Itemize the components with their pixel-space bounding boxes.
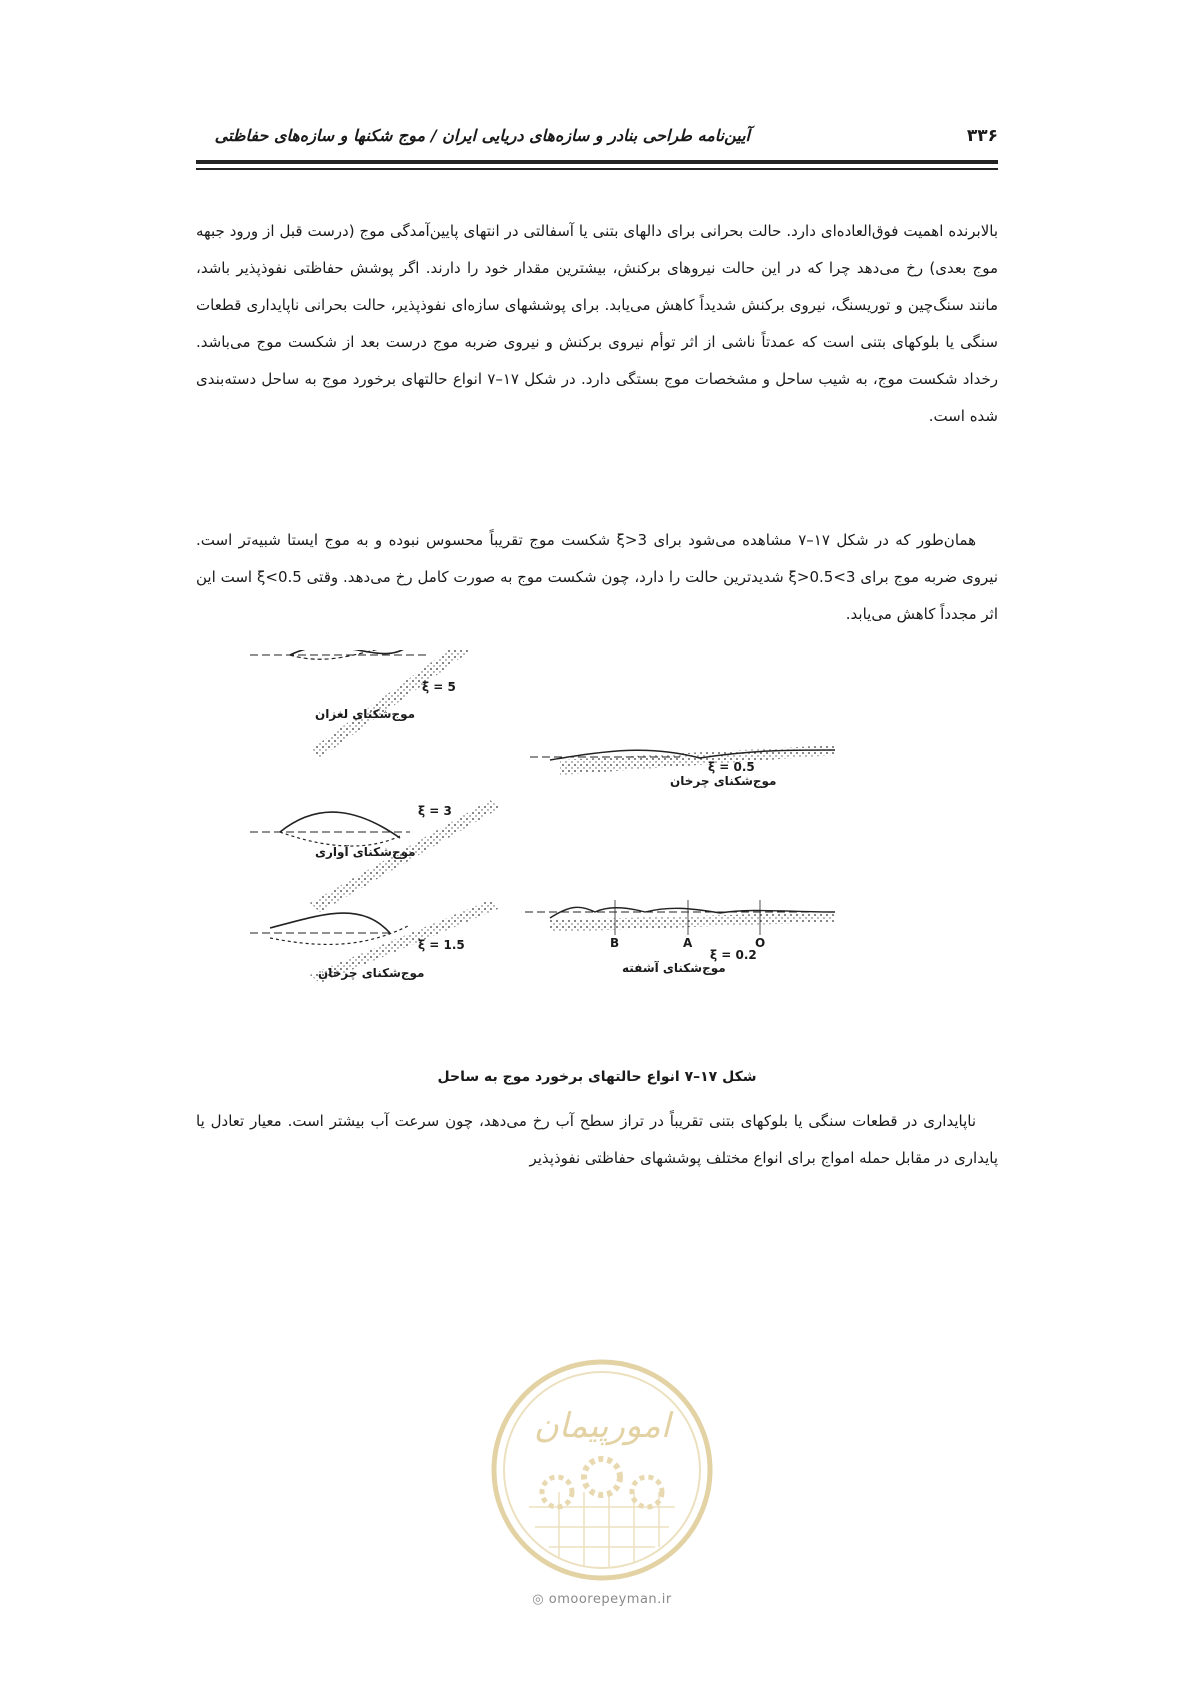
panel-label-turbulent: موج‌شکنای آشفته — [622, 961, 726, 975]
marker-b: B — [610, 936, 620, 950]
paragraph-text: بالابرنده اهمیت فوق‌العاده‌ای دارد. حالت بحرانی برای دالهای بتنی یا آسفالتی در انتهای پایین‌آمدگی موج (درست قبل از ورود جبهه موج بعدی) رخ می‌دهد چرا که در این حالت نیروهای برکنش، بیشترین مقدار خود را دارند. اگر پوشش حفاظتی نفوذپذیر باشد، مانند سنگ‌چین و توریسنگ، نیروی برکنش شدیداً کاهش می‌یابد. برای پوششهای سازه‌ای نفوذپذیر، حالت بحرانی ناپایداری قطعات سنگی یا بلوکهای بتنی است که عمدتاً ناشی از اثر توأم نیروی برکنش و نیروی ضربه موج درست بعد از شکست موج می‌باشد. رخداد شکست موج، به شیب ساحل و مشخصات موج بستگی دارد. در شکل ۱۷–۷ انواع حالتهای برخورد موج به ساحل دسته‌بندی شده است. — [196, 222, 998, 425]
wave-3b — [270, 925, 410, 944]
watermark-logo-text: امورپیمان — [533, 1406, 671, 1446]
paragraph-text: ناپایداری در قطعات سنگی یا بلوکهای بتنی تقریباً در تراز سطح آب رخ می‌دهد، چون سرعت آب بیشتر است. معیار تعادل یا پایداری در مقابل حمله امواج برای انواع مختلف پوششهای حفاظتی نفوذپذیر — [196, 1112, 998, 1167]
watermark-site — [489, 1592, 715, 1607]
figure-caption: شکل ۱۷–۷ انواع حالتهای برخورد موج به ساحل — [437, 1069, 757, 1085]
paragraph-text: همان‌طور که در شکل ۱۷–۷ مشاهده می‌شود برای 3<ξ شکست موج تقریباً محسوس نبوده و به موج ایستا شبیه‌تر است. نیروی ضربه موج برای 3>ξ>0.5 شدیدترین حالت را دارد، چون شکست موج به صورت کامل رخ می‌دهد. وقتی 0.5>ξ است این اثر مجدداً کاهش می‌یابد. — [196, 531, 998, 623]
panel-label-spilling: موج‌شکنای چرخان — [670, 774, 777, 788]
breaker-types-figure — [250, 650, 950, 1060]
running-header — [196, 126, 998, 148]
book-title: آیین‌نامه طراحی بنادر و سازه‌های دریایی ایران / موج شکنها و سازه‌های حفاظتی — [214, 126, 750, 145]
panel-spilling — [530, 745, 835, 775]
paragraph-3 — [196, 1103, 998, 1177]
page-number: ۳۳۶ — [966, 126, 998, 146]
marker-a: A — [683, 936, 693, 950]
wave-2a — [280, 812, 400, 838]
wave-2b — [280, 832, 400, 846]
globe-icon: ◎ — [532, 1592, 549, 1607]
marker-o: O — [755, 936, 766, 950]
panel-label-collapsing: موج‌شکنای آواری — [315, 845, 416, 859]
wave-3a — [270, 913, 390, 933]
header-rule-thin — [196, 168, 998, 170]
header-rule-thick — [196, 160, 998, 164]
xi-label-turbulent: ξ = 0.2 — [710, 948, 757, 962]
xi-label-collapsing: ξ = 3 — [418, 804, 452, 818]
watermark-seal-icon — [489, 1357, 715, 1583]
watermark-site-text: omoorepeyman.ir — [548, 1592, 672, 1607]
xi-label-spilling: ξ = 0.5 — [708, 760, 755, 774]
xi-label-surging: ξ = 5 — [422, 680, 456, 694]
xi-label-plunging: ξ = 1.5 — [418, 938, 465, 952]
panel-turbulent — [525, 900, 835, 935]
wave-1a — [290, 650, 410, 655]
panel-surging — [250, 650, 500, 758]
slope-5 — [550, 912, 835, 932]
paragraph-1 — [196, 213, 998, 435]
panel-label-surging: موج‌شکنای لغزان — [315, 707, 416, 721]
slope-1 — [310, 650, 500, 758]
watermark-logo — [489, 1357, 715, 1583]
paragraph-2 — [196, 522, 998, 633]
panel-label-plunging: موج‌شکنای چرخان — [318, 966, 425, 980]
slope-4 — [560, 745, 835, 775]
